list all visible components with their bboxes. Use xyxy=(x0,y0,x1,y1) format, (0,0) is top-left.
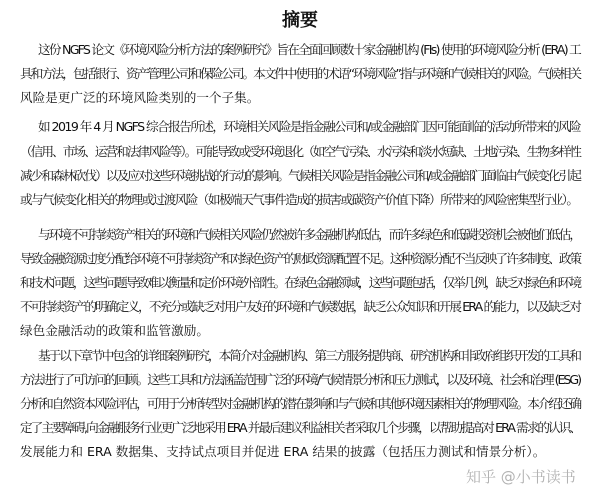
paragraph-3-line: 绿色金融活动的政策和监管激励。 xyxy=(20,323,209,338)
paragraph-3-line: 不可持续资产的明确定义，不充分或缺乏对用户友好的环境和气候数据，缺乏公众知识和开展 ERA 的能力，以及缺乏对 xyxy=(20,299,580,314)
watermark: 知乎 @小书读书 xyxy=(466,468,576,486)
paragraph-3-line: 导致金融资源过度分配给环境不可持续资产和对绿色资产的财政资源配置不足。这种资源分配不当反映了许多制度、政策 xyxy=(20,251,580,266)
paragraph-4-line: 方法进行了可访问的回顾。这些工具和方法涵盖范围广泛的环境/气候情景分析和压力测试，以及环境、社会和治理 (ESG) xyxy=(20,372,580,387)
paragraph-2-line: 减少和森林砍伐）以及应对这些环境挑战的行动的影响。气候相关风险是指金融公司和/或金融部门面临由气候变化引起 xyxy=(20,168,580,183)
paragraph-1-line: 这份 NGFS 论文《环境风险分析方法的案例研究》旨在全面回顾数十家金融机构 (FIs) 使用的环境风险分析 (ERA) 工 xyxy=(38,42,580,57)
paragraph-4-line: 分析和自然资本风险评估，可用于分析转型对金融机构的潜在影响和与气候和其他环境因素相关的物理风险。本介绍还确 xyxy=(20,396,580,411)
paragraph-1-line: 风险是更广泛的环境风险类别的一个子集。 xyxy=(20,90,260,105)
paragraph-4-line: 发展能力和 ERA 数据集、支持试点项目并促进 ERA 结果的披露（包括压力测试和情景分析）。 xyxy=(20,444,546,459)
page-title: 摘要 xyxy=(282,10,318,31)
paragraph-3-line: 和技术问题，这些问题导致难以衡量和定价环境外部性。在绿色金融领域，这些问题包括，仅举几例，缺乏对绿色和环境 xyxy=(20,275,580,290)
paragraph-2-line: （信用、市场、运营和法律风险等）。可能导致或受环境退化（如空气污染、水污染和淡水短缺、土地污染、生物多样性 xyxy=(20,144,580,159)
paragraph-2-line: 或与气候变化相关的物理或过渡风险（如极端天气事件造成的损害或碳资产价值下降）所带来的风险密集型行业）。 xyxy=(20,192,578,207)
paragraph-4-line: 基于以下章节中包含的详细案例研究，本简介对金融机构、第三方服务提供商、研究机构和非政府组织开发的工具和 xyxy=(38,348,580,363)
paragraph-2-line: 如 2019 年 4 月 NGFS 综合报告所述，环境相关风险是指金融公司和/或金融部门因可能面临的活动所带来的风险 xyxy=(38,119,580,134)
paragraph-3-line: 与环境不可持续资产相关的环境和气候相关风险仍然被许多金融机构低估，而许多绿色和低碳投资机会被他们低估， xyxy=(38,227,580,242)
paragraph-1-line: 具和方法，包括银行、资产管理公司和保险公司。本文件中使用的术语“环境风险”指与环境和气候相关的风险。气候相关 xyxy=(20,66,580,81)
paragraph-4-line: 定了主要障碍,向金融服务行业更广泛地采用 ERA 并最后建议利益相关者采取几个步骤，以帮助提高对 ERA 需求的认识、 xyxy=(20,420,580,435)
